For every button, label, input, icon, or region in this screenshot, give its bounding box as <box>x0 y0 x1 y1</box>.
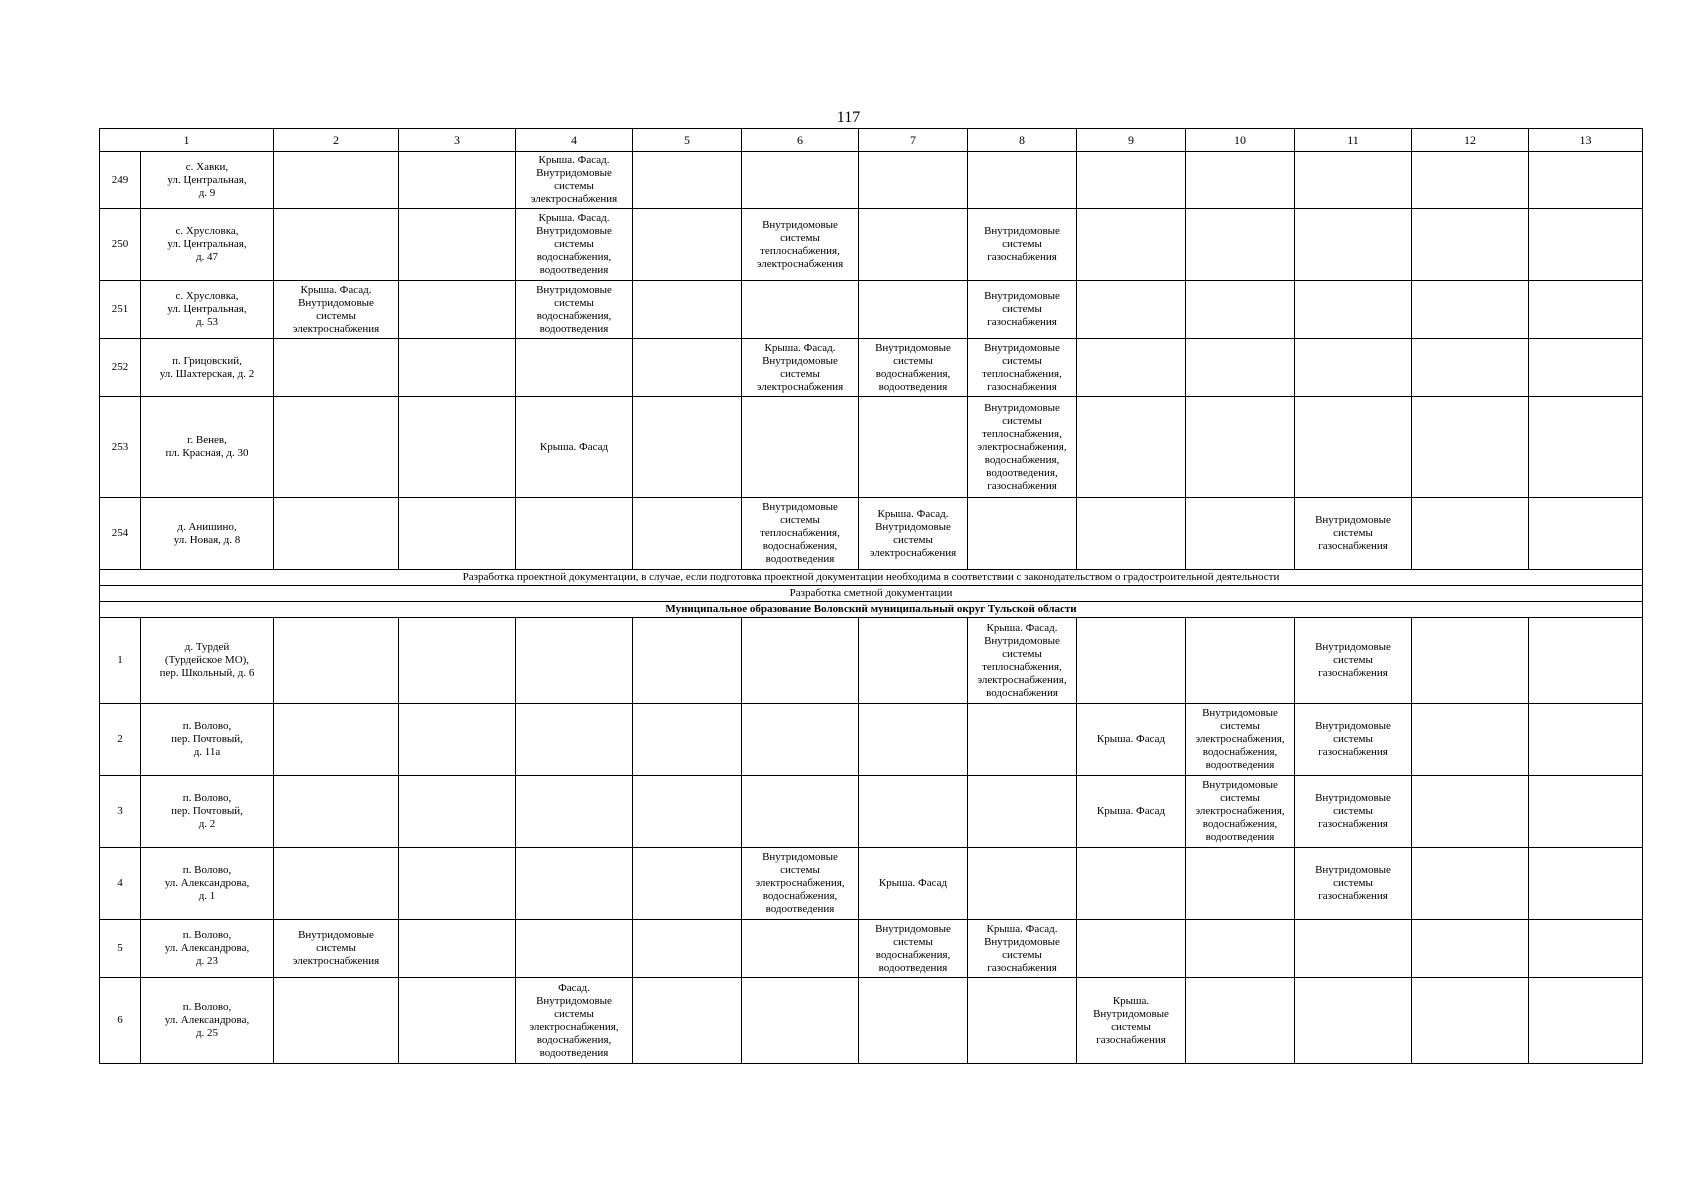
row-number: 5 <box>100 920 141 978</box>
work-cell <box>1186 848 1295 920</box>
work-cell <box>516 339 633 397</box>
work-cell <box>633 920 742 978</box>
table-body <box>100 129 1643 1064</box>
work-cell <box>274 152 399 209</box>
work-cell <box>516 618 633 704</box>
work-cell <box>859 209 968 281</box>
work-cell: Крыша. Фасад. Внутридомовые системы электроснабжения <box>516 152 633 209</box>
work-cell <box>1529 978 1643 1064</box>
address-cell: п. Волово, пер. Почтовый, д. 11а <box>141 704 274 776</box>
work-cell: Крыша. Фасад. Внутридомовые системы теплоснабжения, электроснабжения, водоснабжения <box>968 618 1077 704</box>
work-cell: Внутридомовые системы электроснабжения, водоснабжения, водоотведения <box>1186 776 1295 848</box>
work-cell <box>1529 209 1643 281</box>
work-cell <box>1077 498 1186 570</box>
column-header: 11 <box>1295 129 1412 152</box>
row-number: 3 <box>100 776 141 848</box>
work-cell <box>274 339 399 397</box>
work-cell: Крыша. Фасад <box>1077 704 1186 776</box>
work-cell <box>1295 397 1412 498</box>
table-row <box>100 209 1643 281</box>
table-row <box>100 848 1643 920</box>
address-cell: п. Волово, пер. Почтовый, д. 2 <box>141 776 274 848</box>
work-cell <box>1412 397 1529 498</box>
work-cell: Крыша. Фасад. Внутридомовые системы электроснабжения <box>742 339 859 397</box>
address-cell: с. Хавки, ул. Центральная, д. 9 <box>141 152 274 209</box>
table-row <box>100 776 1643 848</box>
work-cell <box>859 704 968 776</box>
work-cell: Внутридомовые системы газоснабжения <box>1295 498 1412 570</box>
column-header: 3 <box>399 129 516 152</box>
work-cell: Внутридомовые системы водоснабжения, водоотведения <box>859 920 968 978</box>
work-cell: Внутридомовые системы теплоснабжения, водоснабжения, водоотведения <box>742 498 859 570</box>
column-header: 4 <box>516 129 633 152</box>
work-cell <box>1186 209 1295 281</box>
row-number: 6 <box>100 978 141 1064</box>
address-cell: п. Волово, ул. Александрова, д. 1 <box>141 848 274 920</box>
work-cell <box>274 498 399 570</box>
work-cell: Крыша. Фасад. Внутридомовые системы водоснабжения, водоотведения <box>516 209 633 281</box>
work-cell <box>274 978 399 1064</box>
address-cell: д. Анишино, ул. Новая, д. 8 <box>141 498 274 570</box>
work-cell <box>274 776 399 848</box>
work-cell <box>742 618 859 704</box>
work-cell: Внутридомовые системы газоснабжения <box>968 281 1077 339</box>
row-number: 2 <box>100 704 141 776</box>
work-cell <box>1412 339 1529 397</box>
work-cell <box>633 152 742 209</box>
municipality-banner: Муниципальное образование Воловский муниципальный округ Тульской области <box>100 602 1643 618</box>
address-cell: с. Хрусловка, ул. Центральная, д. 53 <box>141 281 274 339</box>
work-cell <box>1529 704 1643 776</box>
work-cell <box>399 978 516 1064</box>
work-cell: Внутридомовые системы теплоснабжения, газоснабжения <box>968 339 1077 397</box>
municipality-banner-row <box>100 602 1643 618</box>
table-row <box>100 152 1643 209</box>
work-cell <box>1186 920 1295 978</box>
work-cell <box>1529 920 1643 978</box>
work-cell: Внутридомовые системы теплоснабжения, электроснабжения <box>742 209 859 281</box>
work-cell <box>1077 152 1186 209</box>
column-header: 9 <box>1077 129 1186 152</box>
work-cell <box>1186 498 1295 570</box>
estimate-doc-banner: Разработка сметной документации <box>100 586 1643 602</box>
work-cell <box>1077 397 1186 498</box>
work-cell <box>1412 978 1529 1064</box>
work-cell <box>1077 920 1186 978</box>
row-number: 250 <box>100 209 141 281</box>
work-cell <box>633 978 742 1064</box>
work-cell <box>1295 920 1412 978</box>
work-cell <box>399 848 516 920</box>
row-number: 1 <box>100 618 141 704</box>
work-cell <box>742 920 859 978</box>
column-header: 5 <box>633 129 742 152</box>
row-number: 254 <box>100 498 141 570</box>
work-cell <box>742 281 859 339</box>
work-cell: Крыша. Фасад. Внутридомовые системы электроснабжения <box>274 281 399 339</box>
work-cell <box>1412 281 1529 339</box>
work-cell <box>859 397 968 498</box>
work-cell <box>516 498 633 570</box>
work-cell <box>399 618 516 704</box>
work-cell <box>633 209 742 281</box>
work-cell: Внутридомовые системы газоснабжения <box>1295 704 1412 776</box>
work-cell <box>1077 618 1186 704</box>
work-cell <box>1529 339 1643 397</box>
table-row <box>100 704 1643 776</box>
work-cell <box>1186 978 1295 1064</box>
work-cell: Внутридомовые системы газоснабжения <box>968 209 1077 281</box>
work-cell <box>1412 776 1529 848</box>
address-cell: п. Волово, ул. Александрова, д. 25 <box>141 978 274 1064</box>
column-header: 12 <box>1412 129 1529 152</box>
work-cell <box>1295 978 1412 1064</box>
work-cell <box>516 704 633 776</box>
page-number: 117 <box>836 109 861 126</box>
work-cell: Внутридомовые системы газоснабжения <box>1295 848 1412 920</box>
work-cell: Внутридомовые системы газоснабжения <box>1295 776 1412 848</box>
work-cell <box>399 498 516 570</box>
work-cell <box>399 281 516 339</box>
works-table <box>99 128 1643 1064</box>
table-row <box>100 339 1643 397</box>
work-cell <box>633 397 742 498</box>
work-cell <box>968 848 1077 920</box>
design-doc-banner: Разработка проектной документации, в случае, если подготовка проектной документации необходима в соответствии с законодательством о градостроительной деятельности <box>100 570 1643 586</box>
work-cell <box>1077 209 1186 281</box>
column-header: 1 <box>100 129 274 152</box>
work-cell <box>742 152 859 209</box>
design-banner-row <box>100 570 1643 586</box>
row-number: 249 <box>100 152 141 209</box>
work-cell <box>859 978 968 1064</box>
work-cell <box>1529 498 1643 570</box>
work-cell <box>968 704 1077 776</box>
work-cell: Крыша. Фасад <box>859 848 968 920</box>
work-cell <box>633 281 742 339</box>
work-cell <box>516 920 633 978</box>
table-row <box>100 618 1643 704</box>
work-cell <box>633 618 742 704</box>
row-number: 252 <box>100 339 141 397</box>
work-cell: Внутридомовые системы газоснабжения <box>1295 618 1412 704</box>
work-cell <box>1186 397 1295 498</box>
work-cell <box>399 339 516 397</box>
column-header: 10 <box>1186 129 1295 152</box>
work-cell <box>399 920 516 978</box>
column-header: 2 <box>274 129 399 152</box>
work-cell <box>399 704 516 776</box>
work-cell <box>1295 281 1412 339</box>
work-cell <box>633 848 742 920</box>
work-cell <box>516 848 633 920</box>
address-cell: г. Венев, пл. Красная, д. 30 <box>141 397 274 498</box>
work-cell <box>859 152 968 209</box>
work-cell: Крыша. Внутридомовые системы газоснабжения <box>1077 978 1186 1064</box>
work-cell <box>859 776 968 848</box>
work-cell <box>1295 209 1412 281</box>
table-row <box>100 978 1643 1064</box>
column-header: 13 <box>1529 129 1643 152</box>
work-cell <box>1295 152 1412 209</box>
row-number: 253 <box>100 397 141 498</box>
work-cell <box>1186 281 1295 339</box>
work-cell <box>516 776 633 848</box>
work-cell <box>274 704 399 776</box>
work-cell <box>1412 152 1529 209</box>
column-header: 7 <box>859 129 968 152</box>
work-cell <box>1529 848 1643 920</box>
work-cell <box>1186 339 1295 397</box>
work-cell <box>968 776 1077 848</box>
column-header: 8 <box>968 129 1077 152</box>
work-cell <box>399 152 516 209</box>
work-cell <box>274 397 399 498</box>
row-number: 4 <box>100 848 141 920</box>
work-cell <box>968 978 1077 1064</box>
work-cell: Крыша. Фасад <box>516 397 633 498</box>
work-cell <box>968 498 1077 570</box>
work-cell <box>274 618 399 704</box>
work-cell <box>1186 618 1295 704</box>
work-cell: Фасад. Внутридомовые системы электроснабжения, водоснабжения, водоотведения <box>516 978 633 1064</box>
address-cell: п. Грицовский, ул. Шахтерская, д. 2 <box>141 339 274 397</box>
address-cell: п. Волово, ул. Александрова, д. 23 <box>141 920 274 978</box>
estimate-banner-row <box>100 586 1643 602</box>
work-cell <box>1295 339 1412 397</box>
work-cell <box>633 776 742 848</box>
work-cell <box>399 209 516 281</box>
work-cell <box>742 704 859 776</box>
row-number: 251 <box>100 281 141 339</box>
work-cell <box>859 618 968 704</box>
work-cell: Внутридомовые системы водоснабжения, водоотведения <box>859 339 968 397</box>
work-cell <box>1412 618 1529 704</box>
work-cell <box>1529 397 1643 498</box>
table-row <box>100 920 1643 978</box>
table-row <box>100 498 1643 570</box>
work-cell: Крыша. Фасад <box>1077 776 1186 848</box>
work-cell: Внутридомовые системы электроснабжения, водоснабжения, водоотведения <box>1186 704 1295 776</box>
work-cell <box>1077 339 1186 397</box>
work-cell <box>1186 152 1295 209</box>
work-cell <box>968 152 1077 209</box>
address-cell: д. Турдей (Турдейское МО), пер. Школьный, д. 6 <box>141 618 274 704</box>
work-cell <box>1529 152 1643 209</box>
work-cell <box>633 339 742 397</box>
work-cell <box>1077 281 1186 339</box>
work-cell <box>1077 848 1186 920</box>
address-cell: с. Хрусловка, ул. Центральная, д. 47 <box>141 209 274 281</box>
work-cell <box>399 776 516 848</box>
work-cell: Внутридомовые системы водоснабжения, водоотведения <box>516 281 633 339</box>
work-cell <box>1529 281 1643 339</box>
work-cell <box>1412 848 1529 920</box>
work-cell <box>1412 209 1529 281</box>
work-cell <box>1529 776 1643 848</box>
work-cell <box>633 498 742 570</box>
work-cell: Крыша. Фасад. Внутридомовые системы газоснабжения <box>968 920 1077 978</box>
column-header: 6 <box>742 129 859 152</box>
work-cell <box>742 397 859 498</box>
work-cell <box>399 397 516 498</box>
work-cell: Внутридомовые системы электроснабжения <box>274 920 399 978</box>
work-cell: Внутридомовые системы теплоснабжения, электроснабжения, водоснабжения, водоотведения, газоснабжения <box>968 397 1077 498</box>
work-cell <box>1529 618 1643 704</box>
header-row <box>100 129 1643 152</box>
work-cell <box>1412 704 1529 776</box>
work-cell <box>742 776 859 848</box>
work-cell <box>1412 920 1529 978</box>
work-cell <box>859 281 968 339</box>
work-cell: Внутридомовые системы электроснабжения, водоснабжения, водоотведения <box>742 848 859 920</box>
table-row <box>100 397 1643 498</box>
work-cell <box>1412 498 1529 570</box>
work-cell <box>274 848 399 920</box>
work-cell <box>274 209 399 281</box>
table-row <box>100 281 1643 339</box>
work-cell: Крыша. Фасад. Внутридомовые системы электроснабжения <box>859 498 968 570</box>
work-cell <box>742 978 859 1064</box>
work-cell <box>633 704 742 776</box>
